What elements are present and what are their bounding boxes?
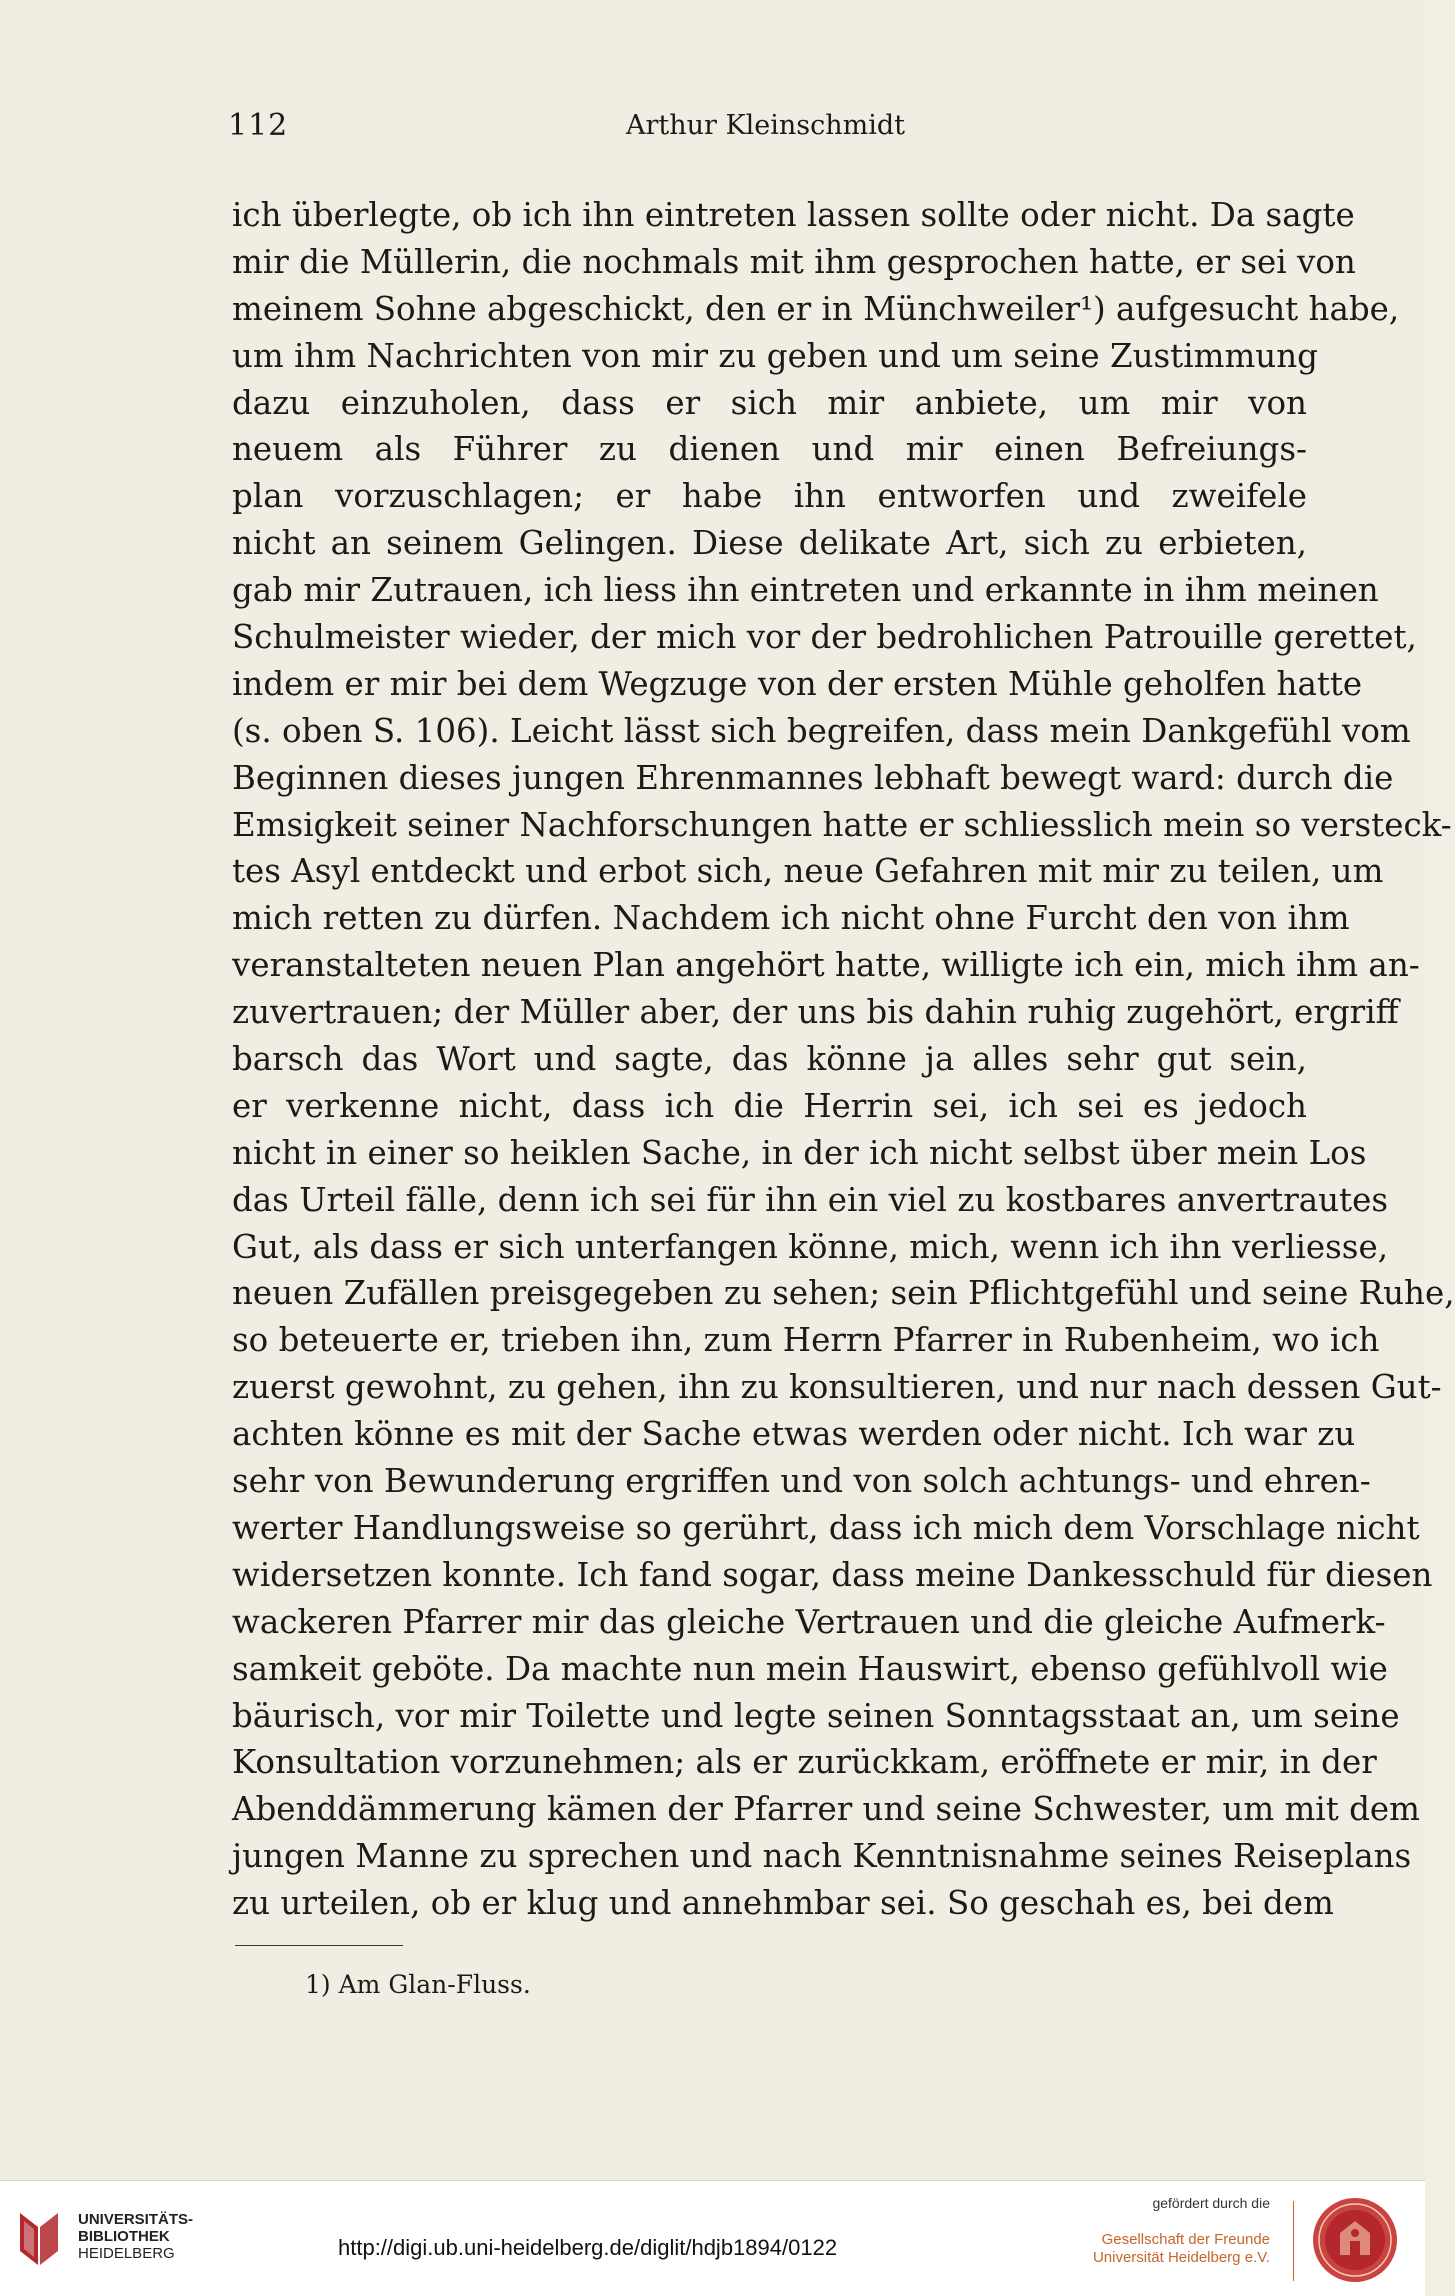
text-line: jungen Manne zu sprechen und nach Kenntnisnahme seines Reiseplans: [232, 1837, 1412, 1876]
text-line: sehr von Bewunderung ergriffen und von solch achtungs- und ehren-: [232, 1462, 1371, 1501]
text-line: ich überlegte, ob ich ihn eintreten lassen sollte oder nicht. Da sagte: [232, 196, 1355, 234]
text-line: zuvertrauen; der Müller aber, der uns bis dahin ruhig zugehört, ergriff: [232, 993, 1399, 1032]
sponsor-note: gefördert durch die: [1152, 2195, 1270, 2211]
digitization-footer: [0, 2180, 1425, 2296]
text-line: gab mir Zutrauen, ich liess ihn eintreten und erkannte in ihm meinen: [232, 571, 1379, 610]
library-name: [78, 2211, 193, 2262]
text-line: mich retten zu dürfen. Nachdem ich nicht ohne Furcht den von ihm: [232, 899, 1350, 938]
text-line: widersetzen konnte. Ich fand sogar, dass meine Dankesschuld für diesen: [232, 1555, 1433, 1594]
text-line: wackeren Pfarrer mir das gleiche Vertrauen und die gleiche Aufmerk-: [232, 1602, 1386, 1641]
text-line: Schulmeister wieder, der mich vor der bedrohlichen Patrouille gerettet,: [232, 618, 1417, 657]
text-line: bäurisch, vor mir Toilette und legte seinen Sonntagsstaat an, um seine: [232, 1696, 1400, 1735]
text-line: achten könne es mit der Sache etwas werden oder nicht. Ich war zu: [232, 1415, 1356, 1454]
text-line: zuerst gewohnt, zu gehen, ihn zu konsultieren, und nur nach dessen Gut-: [232, 1368, 1442, 1407]
text-line: veranstalteten neuen Plan angehört hatte, willigte ich ein, mich ihm an-: [232, 946, 1420, 985]
running-head: [228, 108, 1303, 148]
text-line: barsch das Wort und sagte, das könne ja alles sehr gut sein,: [232, 1040, 1307, 1079]
text-line: nicht an seinem Gelingen. Diese delikate Art, sich zu erbieten,: [232, 524, 1307, 563]
sponsor-org-line: Gesellschaft der Freunde: [1101, 2231, 1270, 2248]
text-line: Beginnen dieses jungen Ehrenmannes lebhaft bewegt ward: durch die: [232, 758, 1394, 797]
text-line: plan vorzuschlagen; er habe ihn entworfen und zweifele: [232, 477, 1307, 516]
text-line: Konsultation vorzunehmen; als er zurückkam, eröffnete er mir, in der: [232, 1743, 1377, 1782]
text-line: werter Handlungsweise so gerührt, dass ich mich dem Vorschlage nicht: [232, 1508, 1420, 1547]
text-line: nicht in einer so heiklen Sache, in der ich nicht selbst über mein Los: [232, 1133, 1367, 1172]
text-line: indem er mir bei dem Wegzuge von der ersten Mühle geholfen hatte: [232, 664, 1363, 703]
sponsor-org-line: Universität Heidelberg e.V.: [1092, 2249, 1270, 2266]
footnote: 1) Am Glan-Fluss.: [305, 1970, 531, 1999]
text-line: um ihm Nachrichten von mir zu geben und um seine Zustimmung: [232, 336, 1318, 375]
text-line: Abenddämmerung kämen der Pfarrer und seine Schwester, um mit dem: [232, 1790, 1420, 1829]
text-line: samkeit geböte. Da machte nun mein Hauswirt, ebenso gefühlvoll wie: [232, 1649, 1388, 1688]
text-line: mir die Müllerin, die nochmals mit ihm gesprochen hatte, er sei von: [232, 242, 1356, 281]
sponsor-divider: [1293, 2201, 1294, 2281]
library-name-line: UNIVERSITÄTS-: [78, 2211, 194, 2228]
footnote-rule: [235, 1945, 403, 1946]
library-name-line: BIBLIOTHEK: [78, 2228, 170, 2245]
running-head-author: Arthur Kleinschmidt: [625, 110, 906, 141]
text-line: Gut, als dass er sich unterfangen könne, mich, wenn ich ihn verliesse,: [232, 1227, 1389, 1266]
text-line: neuem als Führer zu dienen und mir einen Befreiungs-: [232, 430, 1307, 469]
body-text: [232, 192, 1455, 1927]
text-line: tes Asyl entdeckt und erbot sich, neue Gefahren mit mir zu teilen, um: [232, 852, 1384, 891]
text-line: Emsigkeit seiner Nachforschungen hatte er schliesslich mein so versteck-: [232, 805, 1452, 844]
digital-copy-link[interactable]: http://digi.ub.uni-heidelberg.de/diglit/hdjb1894/0122: [338, 2235, 838, 2260]
text-line: dazu einzuholen, dass er sich mir anbiete, um mir von: [232, 383, 1307, 422]
text-line: meinem Sohne abgeschickt, den er in Münchweiler¹) aufgesucht habe,: [232, 289, 1400, 328]
text-line: (s. oben S. 106). Leicht lässt sich begreifen, dass mein Dankgefühl vom: [232, 711, 1411, 750]
text-line: das Urteil fälle, denn ich sei für ihn ein viel zu kostbares anvertrautes: [232, 1180, 1389, 1219]
text-line: so beteuerte er, trieben ihn, zum Herrn Pfarrer in Rubenheim, wo ich: [232, 1321, 1380, 1360]
library-name-line: HEIDELBERG: [78, 2245, 175, 2262]
page-number: 112: [228, 108, 289, 143]
text-line: zu urteilen, ob er klug und annehmbar sei. So geschah es, bei dem: [232, 1884, 1334, 1923]
sponsor-block: [1093, 2195, 1270, 2267]
text-line: er verkenne nicht, dass ich die Herrin sei, ich sei es jedoch: [232, 1086, 1307, 1125]
university-seal-icon: [1310, 2195, 1400, 2285]
university-library-logo-icon: [14, 2207, 64, 2271]
text-line: neuen Zufällen preisgegeben zu sehen; sein Pflichtgefühl und seine Ruhe,: [232, 1274, 1455, 1313]
